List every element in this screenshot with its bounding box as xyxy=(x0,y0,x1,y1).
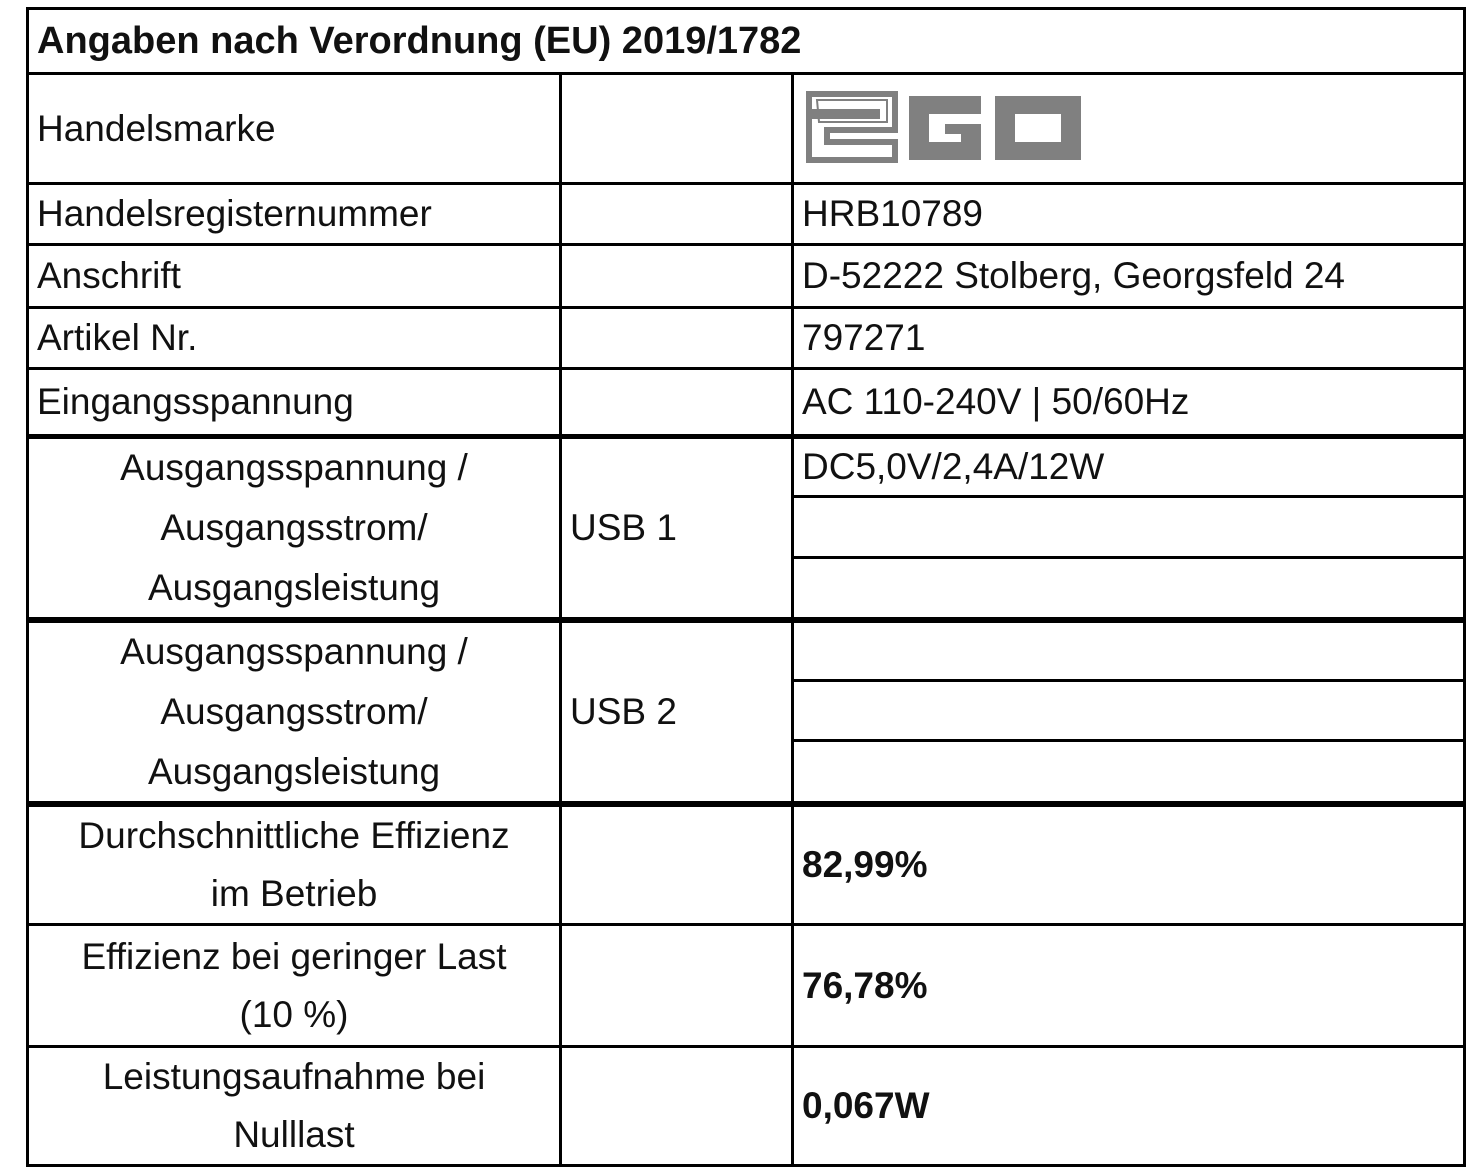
value-eingangsspannung: AC 110-240V | 50/60Hz xyxy=(802,381,1190,423)
power-label-no-load xyxy=(29,1048,559,1164)
efficiency-label-low-load xyxy=(29,926,559,1045)
usb2-label-line: Ausgangsleistung xyxy=(147,751,441,792)
efficiency-value-low-load: 76,78% xyxy=(802,964,928,1006)
usb2-port: USB 2 xyxy=(570,691,677,733)
value-artikel-nr: 797271 xyxy=(802,317,926,359)
usb2-label-line: Ausgangsspannung / xyxy=(120,631,468,672)
usb2-label xyxy=(29,623,559,801)
usb1-value xyxy=(794,498,1463,556)
efficiency-value-average: 82,99% xyxy=(802,844,928,886)
value-anschrift: D-52222 Stolberg, Georgsfeld 24 xyxy=(802,255,1346,297)
label-anschrift: Anschrift xyxy=(37,255,181,297)
label-artikel-nr: Artikel Nr. xyxy=(37,317,198,359)
label-handelsregisternummer: Handelsregisternummer xyxy=(37,193,432,235)
efficiency-label-line: Nulllast xyxy=(233,1114,355,1155)
usb2-label-line: Ausgangsstrom/ xyxy=(160,691,428,732)
usb1-label xyxy=(29,439,559,617)
usb2-value xyxy=(794,742,1463,801)
label-eingangsspannung: Eingangsspannung xyxy=(37,381,354,423)
efficiency-label-line: im Betrieb xyxy=(210,873,378,914)
usb1-label-line: Ausgangsstrom/ xyxy=(160,507,428,548)
table-title: Angaben nach Verordnung (EU) 2019/1782 xyxy=(37,20,802,63)
brand-logo-graphic xyxy=(805,90,1085,164)
efficiency-label-line: (10 %) xyxy=(239,993,349,1035)
usb1-label-line: Ausgangsleistung xyxy=(147,567,441,608)
usb1-value: DC5,0V/2,4A/12W xyxy=(802,446,1105,488)
power-value-no-load: 0,067W xyxy=(802,1085,930,1127)
column-divider xyxy=(559,72,562,1164)
usb2-value xyxy=(794,682,1463,739)
usb1-value xyxy=(794,559,1463,617)
efficiency-label-line: Durchschnittliche Effizienz xyxy=(78,815,510,856)
efficiency-label-average xyxy=(29,807,559,923)
usb1-port: USB 1 xyxy=(570,507,677,549)
efficiency-label-line: Effizienz bei geringer Last xyxy=(81,935,507,977)
brand-logo xyxy=(805,90,1085,164)
value-handelsregisternummer: HRB10789 xyxy=(802,193,984,235)
usb2-value xyxy=(794,623,1463,679)
label-handelsmarke: Handelsmarke xyxy=(37,107,276,149)
usb1-label-line: Ausgangsspannung / xyxy=(120,447,468,488)
specification-table xyxy=(26,7,1466,1167)
efficiency-label-line: Leistungsaufnahme bei xyxy=(102,1056,486,1097)
